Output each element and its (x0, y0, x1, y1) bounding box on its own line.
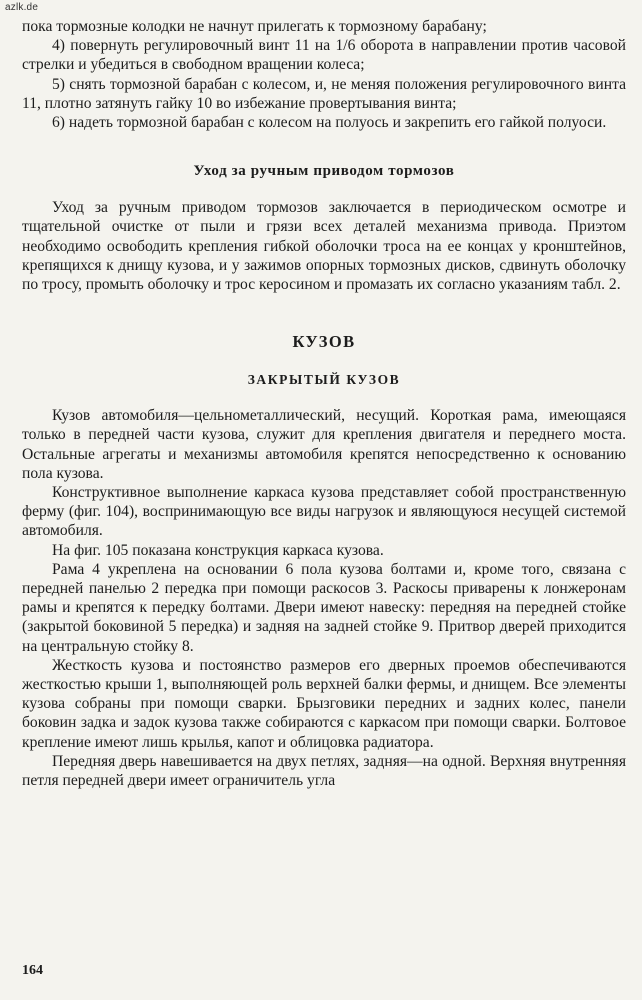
body-paragraph-1: Кузов автомобиля—цельнометаллический, несущий. Короткая рама, имеющаяся только в передней части кузова, служит для крепления двигателя и переднего моста. Остальные агрегаты и механизмы автомобиля крепятся непосредственно к основанию пола кузова. (22, 407, 626, 482)
body-paragraph-4: Рама 4 укреплена на основании 6 пола кузова болтами и, кроме того, связана с передней панелью 2 передка при помощи раскосов 3. Раскосы приварены к лонжеронам рамы и крепятся к передку болтами. Двери имеют навеску: передняя на передней стойке (закрытой боковиной 5 передка) и задняя на задней стойке 9. Притвор дверей приходится на центральную стойку 8. (22, 560, 626, 655)
body-paragraph-2: Конструктивное выполнение каркаса кузова представляет собой пространственную ферму (фиг. 104), воспринимающую все виды нагрузок и являющуюся несущей системой автомобиля. (22, 484, 626, 540)
body-paragraph-5: Жесткость кузова и постоянство размеров его дверных проемов обеспечиваются жесткостью крыши 1, выполняющей роль верхней балки фермы, и днищем. Все элементы кузова собраны при помощи сварки. Брызговики передних и задних колес, панели боковин задка и задок кузова также собираются с каркасом при помощи сварки. Болтовое крепление имеют лишь крылья, капот и облицовка радиатора. (22, 656, 626, 751)
body-section-heading: КУЗОВ (292, 332, 356, 352)
closed-body-subheading: ЗАКРЫТЫЙ КУЗОВ (247, 372, 401, 388)
step-6-paragraph: 6) надеть тормозной барабан с колесом на полуось и закрепить его гайкой полуоси. (52, 114, 607, 132)
step-5-paragraph: 5) снять тормозной барабан с колесом, и, не меняя положения регулировочного винта 11, плотно затянуть гайку 10 во избежание провертывания винта; (22, 75, 626, 112)
handbrake-care-heading: Уход за ручным приводом тормозов (193, 163, 455, 180)
handbrake-care-paragraph: Уход за ручным приводом тормозов заключается в периодическом осмотре и тщательной очистке от пыли и грязи всех деталей механизма привода. Приэтом необходимо освободить крепления гибкой оболочки троса на ее концах у кронштейнов, крепящихся к днищу кузова, и у зажимов опорных тормозных дисков, сдвинуть оболочку по тросу, промыть оболочку и трос керосином и промазать их согласно указаниям табл. 2. (22, 199, 626, 294)
page-number: 164 (22, 963, 43, 978)
paragraph-brake-drum-end: пока тормозные колодки не начнут прилегать к тормозному барабану; (22, 18, 487, 35)
body-paragraph-3: На фиг. 105 показана конструкция каркаса кузова. (52, 541, 384, 559)
body-paragraph-6: Передняя дверь навешивается на двух петлях, задняя—на одной. Верхняя внутренняя петля передней двери имеет ограничитель угла (22, 752, 626, 790)
site-watermark: azlk.de (5, 2, 39, 13)
page-content (22, 17, 626, 790)
step-4-paragraph: 4) повернуть регулировочный винт 11 на 1/6 оборота в направлении против часовой стрелки и убедиться в свободном вращении колеса; (22, 37, 626, 74)
